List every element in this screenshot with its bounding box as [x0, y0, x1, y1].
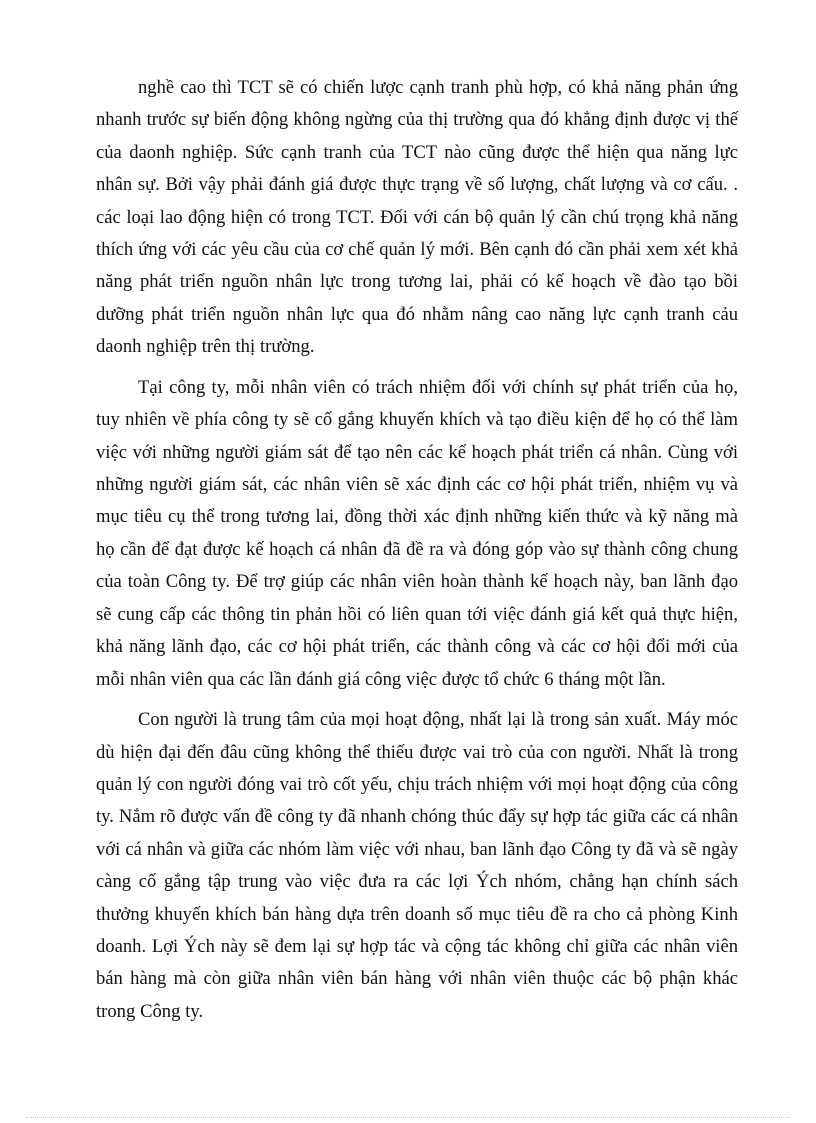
page-bottom-dotted-rule	[26, 1117, 790, 1118]
paragraph-continued: nghề cao thì TCT sẽ có chiến lược cạnh tranh phù hợp, có khả năng phản ứng nhanh trước sự biến động không ngừng của thị trường qua đó khẳng định được vị thế của daonh nghiệp. Sức cạnh tranh của TCT nào cũng được thể hiện qua năng lực nhân sự. Bởi vậy phải đánh giá được thực trạng về số lượng, chất lượng và cơ cấu. . các loại lao động hiện có trong TCT. Đối với cán bộ quản lý cần chú trọng khả năng thích ứng với các yêu cầu của cơ chế quản lý mới. Bên cạnh đó cần phải xem xét khả năng phát triển nguồn nhân lực trong tương lai, phải có kế hoạch về đào tạo bồi dưỡng phát triển nguồn nhân lực qua đó nhằm nâng cao năng lực cạnh tranh cảu daonh nghiệp trên thị trường.	[96, 77, 738, 358]
paragraph-human-resources: Con người là trung tâm của mọi hoạt động, nhất lại là trong sản xuất. Máy móc dù hiện đại đến đâu cũng không thể thiếu được vai trò của con người. Nhất là trong quản lý con người đóng vai trò cốt yếu, chịu trách nhiệm với mọi hoạt động của công ty. Nắm rõ được vấn đề công ty đã nhanh chóng thúc đẩy sự hợp tác giữa các cá nhân với cá nhân và giữa các nhóm làm việc với nhau, ban lãnh đạo Công ty đã và sẽ ngày càng cố gắng tập trung vào việc đưa ra các lợi Ých nhóm, chẳng hạn chính sách thưởng khuyến khích bán hàng dựa trên doanh số mục tiêu đề ra cho cả phòng Kinh doanh. Lợi Ých này sẽ đem lại sự hợp tác và cộng tác không chỉ giữa các nhân viên bán hàng mà còn giữa nhân viên bán hàng với nhân viên thuộc các bộ phận khác trong Công ty.	[96, 709, 738, 1022]
document-body	[96, 72, 738, 1028]
paragraph-company-development: Tại công ty, mỗi nhân viên có trách nhiệm đối với chính sự phát triển của họ, tuy nhiên về phía công ty sẽ cố gắng khuyến khích và tạo điều kiện để họ có thể làm việc với những người giám sát để tạo nên các kế hoạch phát triển cá nhân. Cùng với những người giám sát, các nhân viên sẽ xác định các cơ hội phát triển, nhiệm vụ và mục tiêu cụ thể trong tương lai, đồng thời xác định những kiến thức và kỹ năng mà họ cần để đạt được kế hoạch cá nhân đã đề ra và đóng góp vào sự thành công chung của toàn Công ty. Để trợ giúp các nhân viên hoàn thành kế hoạch này, ban lãnh đạo sẽ cung cấp các thông tin phản hồi có liên quan tới việc đánh giá kết quả thực hiện, khả năng lãnh đạo, các cơ hội phát triển, các thành công và các cơ hội đổi mới của mỗi nhân viên qua các lần đánh giá công việc được tổ chức 6 tháng một lần.	[96, 376, 738, 690]
